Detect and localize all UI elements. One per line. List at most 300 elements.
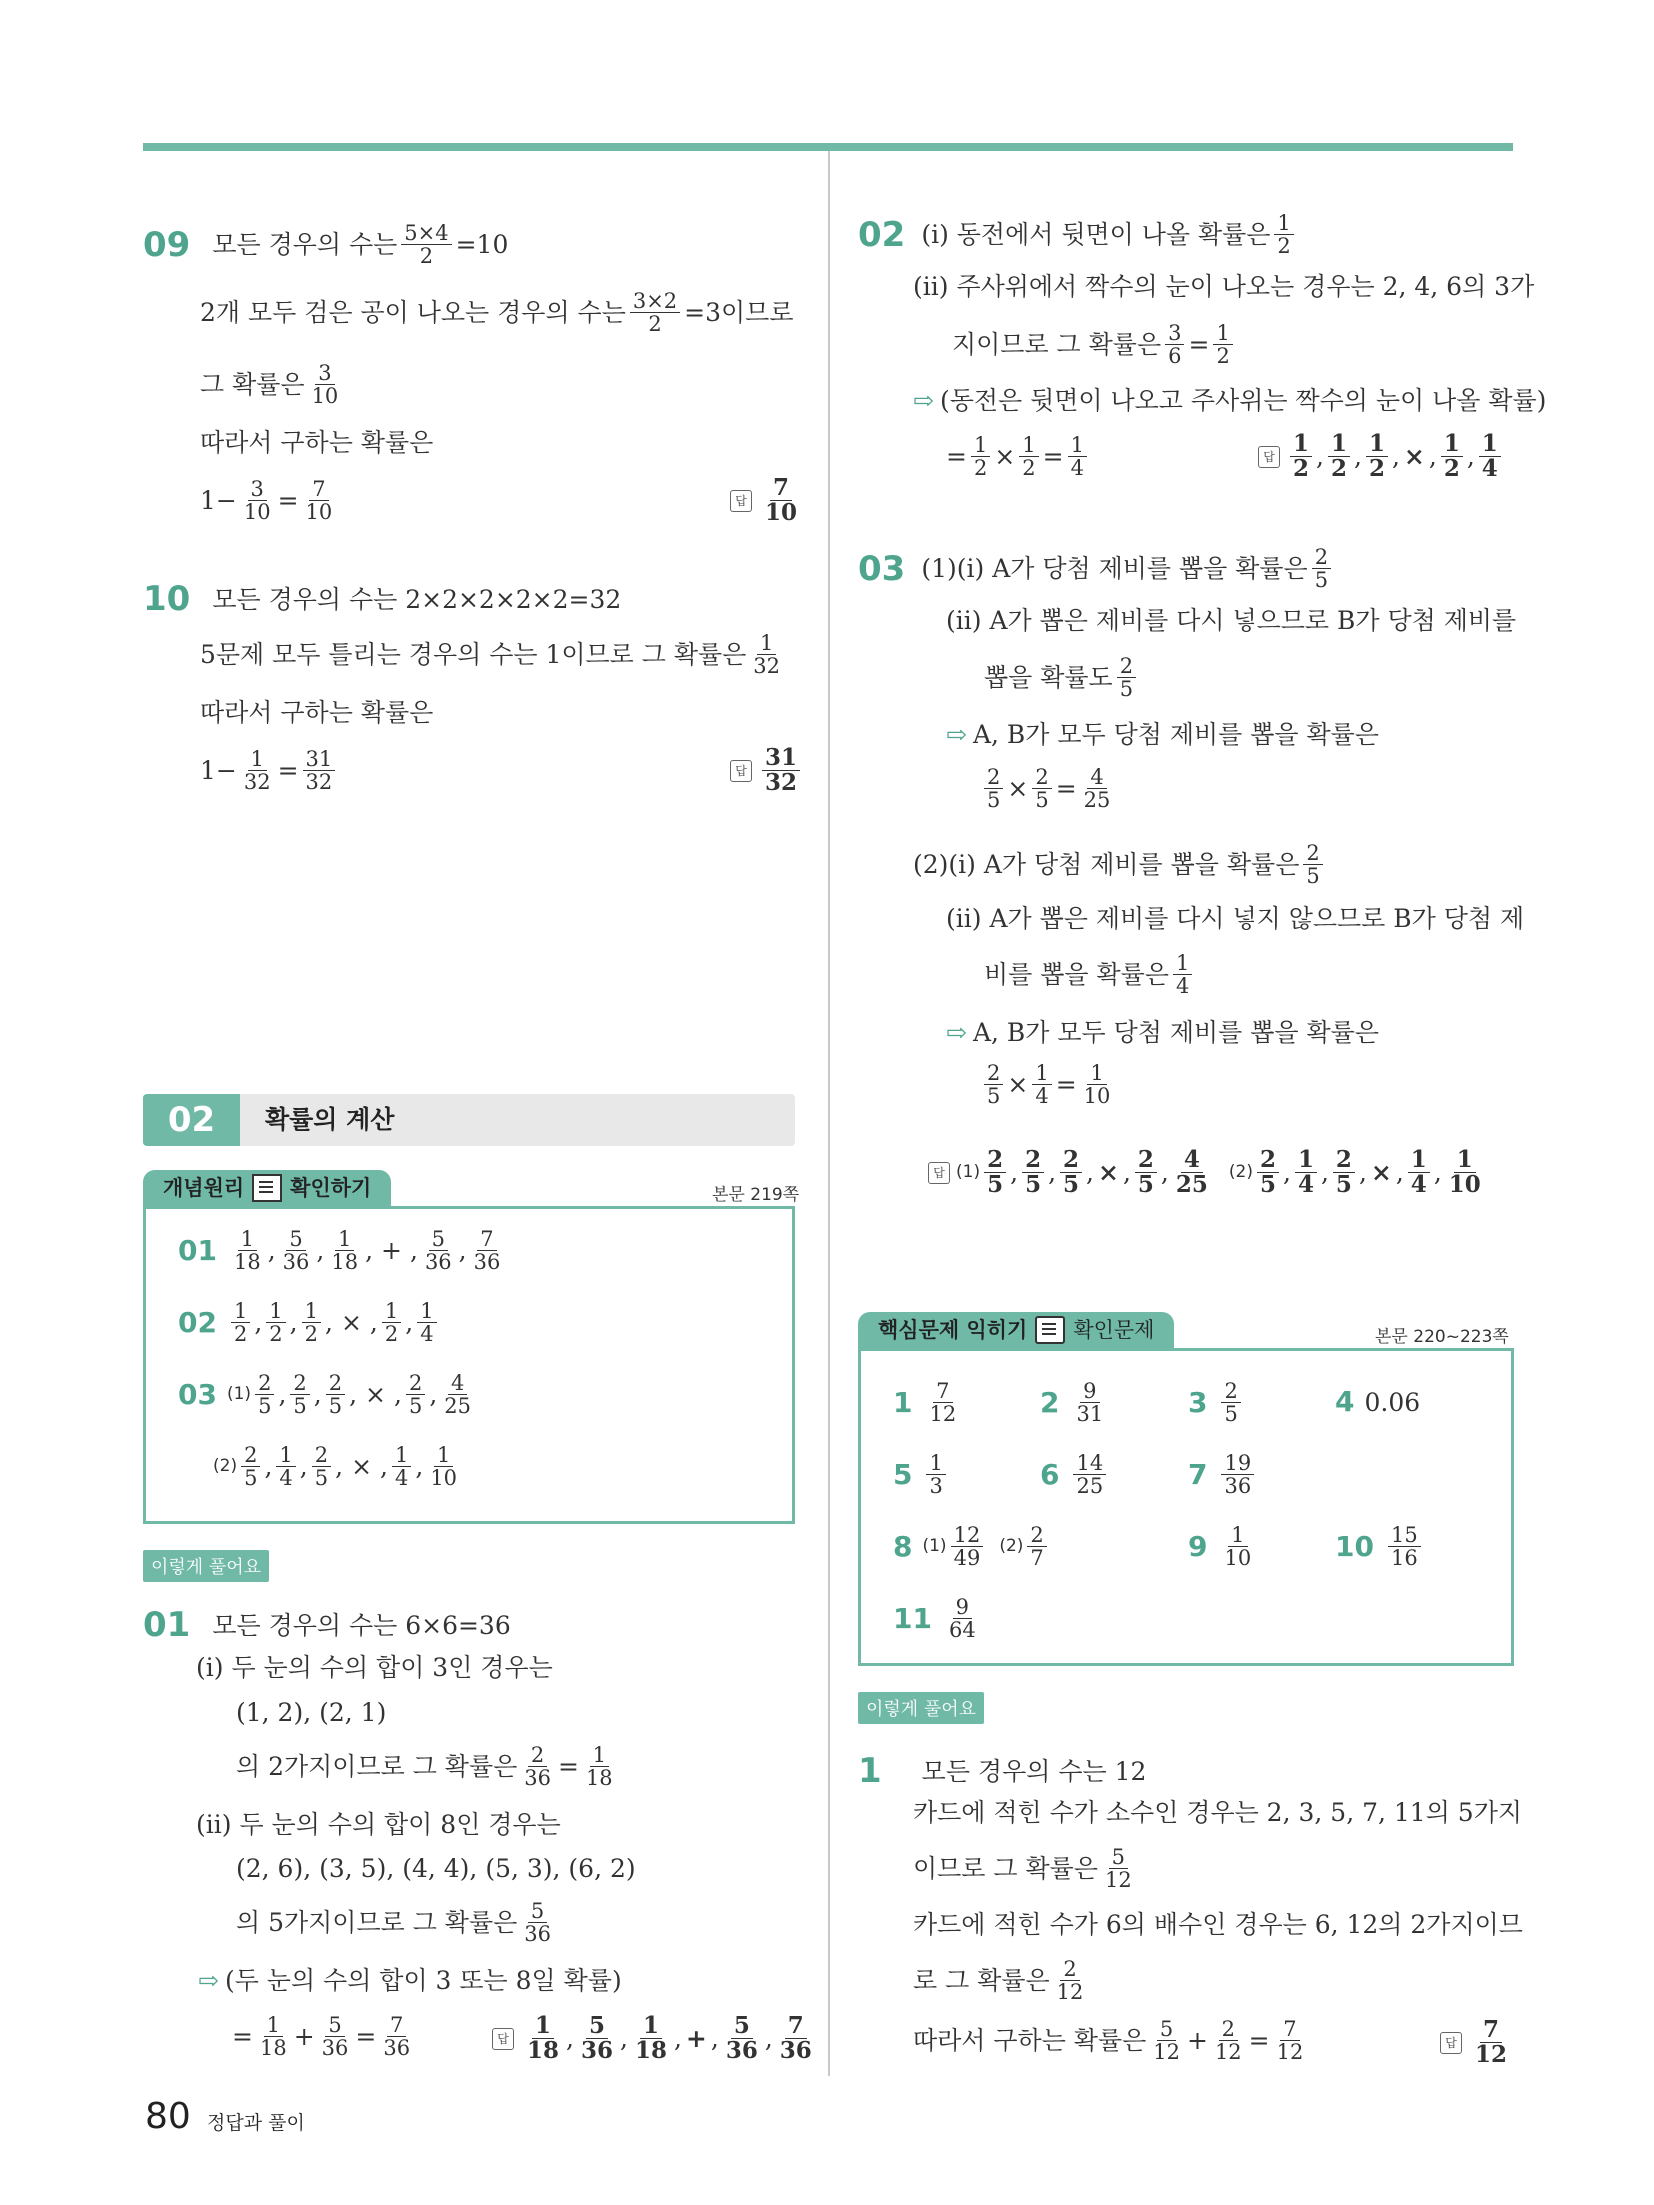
numerator: 7 xyxy=(1480,2018,1502,2043)
solution-1-line5 xyxy=(913,1958,1090,2003)
numerator: 12 xyxy=(951,1524,984,1547)
text: 로 그 확률은 xyxy=(913,1966,1050,1996)
numerator: 5×4 xyxy=(401,222,451,245)
fraction xyxy=(1257,1148,1279,1197)
problem-number: 1 xyxy=(858,1751,882,1791)
answer-number: 9 xyxy=(1188,1529,1208,1563)
numerator: 1 xyxy=(926,1452,945,1475)
numerator: 2 xyxy=(326,1372,345,1395)
core-answer-2 xyxy=(1040,1380,1110,1425)
core-answer-11 xyxy=(893,1596,983,1641)
numerator: 5 xyxy=(528,1900,547,1923)
denominator: 12 xyxy=(1056,1980,1084,2005)
denominator: 32 xyxy=(753,654,781,679)
fraction xyxy=(441,1372,474,1417)
core-answer-6 xyxy=(1040,1452,1110,1497)
numerator: 2 xyxy=(1219,2018,1238,2041)
denominator: 31 xyxy=(1076,1402,1104,1427)
numerator: 1 xyxy=(1274,212,1293,235)
denominator: 36 xyxy=(725,2037,758,2065)
denominator: 25 xyxy=(1175,1171,1208,1199)
numerator: 1 xyxy=(1328,432,1350,457)
denominator: 5 xyxy=(1224,1402,1238,1427)
fraction xyxy=(1366,432,1388,481)
core-answer-8 xyxy=(893,1524,1051,1569)
solution-03-line10 xyxy=(980,1062,1117,1107)
denominator: 5 xyxy=(1035,788,1049,813)
text: = xyxy=(1042,442,1064,472)
operator: × xyxy=(365,1380,386,1410)
denominator: 2 xyxy=(1368,455,1385,483)
fraction xyxy=(750,632,783,677)
denominator: 10 xyxy=(243,500,271,525)
denominator: 16 xyxy=(1390,1546,1418,1571)
fraction xyxy=(1022,1148,1044,1197)
denominator: 32 xyxy=(765,769,798,797)
denominator: 12 xyxy=(1153,2040,1180,2065)
operator: + xyxy=(381,1236,402,1266)
core-tab xyxy=(858,1312,1174,1348)
solution-02-line4 xyxy=(913,388,1546,413)
concept-tab xyxy=(143,1170,391,1206)
denominator: 18 xyxy=(233,1250,261,1275)
text: 따라서 구하는 확률은 xyxy=(200,698,434,727)
fraction xyxy=(632,2014,670,2063)
fraction xyxy=(417,1300,436,1345)
denominator: 18 xyxy=(634,2037,667,2065)
text: =3이므로 xyxy=(684,298,794,328)
solution-1-line3 xyxy=(913,1846,1139,1891)
answer-number: 11 xyxy=(893,1601,932,1635)
problem-09-line3 xyxy=(200,362,345,407)
numerator: 2 xyxy=(406,1372,425,1395)
denominator: 2 xyxy=(648,312,662,337)
page-ref: 본문 219쪽 xyxy=(712,1185,800,1205)
denominator: 4 xyxy=(394,1466,409,1491)
numerator: 1 xyxy=(335,1228,354,1251)
denominator: 5 xyxy=(1025,1171,1042,1199)
numerator: 19 xyxy=(1221,1452,1254,1475)
numerator: 5 xyxy=(1157,2018,1176,2041)
denominator: 2 xyxy=(304,1322,318,1347)
denominator: 6 xyxy=(1168,344,1182,369)
text: 모든 경우의 수는 xyxy=(212,230,398,260)
text: A, B가 모두 당첨 제비를 뽑을 확률은 xyxy=(972,720,1379,749)
fraction xyxy=(1173,952,1192,997)
denominator: 3 xyxy=(929,1474,943,1499)
numerator: 1 xyxy=(1366,432,1388,457)
denominator: 2 xyxy=(1277,234,1291,259)
text: + xyxy=(1186,2026,1208,2056)
numerator: 4 xyxy=(1181,1148,1203,1173)
numerator: 7 xyxy=(387,2014,406,2037)
denominator: 2 xyxy=(1443,455,1460,483)
core-answer-10 xyxy=(1335,1524,1425,1569)
text: 카드에 적힌 수가 소수인 경우는 2, 3, 5, 7, 11의 5가지 xyxy=(913,1798,1522,1827)
denominator: 49 xyxy=(953,1546,981,1571)
denominator: 4 xyxy=(1070,456,1084,481)
denominator: 18 xyxy=(331,1250,359,1275)
denominator: 4 xyxy=(420,1322,434,1347)
answer-number: 8 xyxy=(893,1529,913,1563)
fraction xyxy=(1032,1062,1051,1107)
numerator: 2 xyxy=(1303,842,1322,865)
fraction xyxy=(762,746,800,795)
fraction xyxy=(524,2014,562,2063)
numerator: 9 xyxy=(1080,1380,1099,1403)
operator: × xyxy=(340,1308,362,1338)
numerator: 2 xyxy=(528,1744,547,1767)
denominator: 36 xyxy=(524,1766,551,1791)
denominator: 25 xyxy=(1083,788,1111,813)
fraction xyxy=(1408,1148,1430,1197)
denominator: 5 xyxy=(328,1394,343,1419)
operator: × xyxy=(351,1452,373,1482)
text: 모든 경우의 수는 6×6=36 xyxy=(212,1610,511,1640)
fraction xyxy=(1446,1148,1484,1197)
numerator: 4 xyxy=(1087,766,1106,789)
fraction xyxy=(231,1300,250,1345)
denominator: 25 xyxy=(444,1394,472,1419)
denominator: 5 xyxy=(258,1394,272,1419)
solution-01-line6 xyxy=(236,1856,636,1881)
text: (ⅱ) A가 뽑은 제비를 다시 넣지 않으므로 B가 당첨 제 xyxy=(946,904,1525,933)
solution-02-line2 xyxy=(913,274,1534,299)
sub-label: (2) xyxy=(213,1456,238,1477)
numerator: 2 xyxy=(290,1372,309,1395)
solution-02-answer: 답 $\frac{1}{2}$ , $\frac{1}{2}$ , $\frac{1}{2}$ , × , $\frac{1}{2}$ , $\frac{1}{4}$ xyxy=(1258,432,1505,481)
text: 의 5가지이므로 그 확률은 xyxy=(236,1908,518,1938)
fraction xyxy=(1019,434,1038,479)
core-answer-7 xyxy=(1188,1452,1258,1497)
fraction xyxy=(1472,2018,1510,2067)
numerator: 1 xyxy=(276,1444,295,1467)
operator: × xyxy=(1370,1158,1392,1188)
denominator: 7 xyxy=(1030,1546,1044,1571)
denominator: 5 xyxy=(244,1466,258,1491)
fraction xyxy=(255,1372,274,1417)
numerator: 1 xyxy=(1408,1148,1430,1173)
numerator: 2 xyxy=(1221,1380,1240,1403)
numerator: 7 xyxy=(477,1228,496,1251)
fraction xyxy=(578,2014,616,2063)
numerator: 2 xyxy=(255,1372,274,1395)
numerator: 1 xyxy=(971,434,990,457)
fraction xyxy=(1333,1148,1355,1197)
sub-label: (1) xyxy=(226,1384,252,1405)
solution-1-line6 xyxy=(913,2018,1310,2063)
numerator: 14 xyxy=(1073,1452,1106,1475)
answer-number: 02 xyxy=(178,1305,217,1339)
fraction xyxy=(951,1524,984,1569)
denominator: 4 xyxy=(1410,1171,1427,1199)
section-title: 확률의 계산 xyxy=(265,1105,395,1134)
text: 2개 모두 검은 공이 나오는 경우의 수는 xyxy=(200,298,626,328)
numerator: 1 xyxy=(1032,1062,1051,1085)
denominator: 4 xyxy=(279,1466,293,1491)
fraction xyxy=(1054,1958,1087,2003)
numerator: 2 xyxy=(1027,1524,1046,1547)
fraction xyxy=(777,2014,815,2063)
text: A, B가 모두 당첨 제비를 뽑을 확률은 xyxy=(972,1018,1379,1047)
fraction xyxy=(266,1300,285,1345)
denominator: 2 xyxy=(269,1322,283,1347)
fraction xyxy=(309,362,342,407)
problem-09-line1 xyxy=(143,222,508,267)
fraction xyxy=(1303,842,1322,887)
fraction xyxy=(1117,655,1136,700)
solution-01-line3 xyxy=(236,1700,386,1725)
numerator: 1 xyxy=(640,2014,662,2039)
fraction xyxy=(241,748,274,793)
answer-number: 7 xyxy=(1188,1457,1208,1491)
denominator: 18 xyxy=(259,2036,287,2061)
solution-01-line4 xyxy=(236,1744,620,1789)
denominator: 5 xyxy=(1314,568,1329,593)
denominator: 10 xyxy=(430,1466,458,1491)
fraction xyxy=(984,1148,1006,1197)
solution-01-answer: 답 $\frac{1}{18}$ , $\frac{5}{36}$ , $\frac{1}{18}$ , + , $\frac{5}{36}$ , $\frac{7}{36}$ xyxy=(492,2014,819,2063)
answer-value: 0.06 xyxy=(1364,1387,1421,1417)
denominator: 5 xyxy=(987,1084,1001,1109)
fraction xyxy=(241,478,274,523)
fraction xyxy=(1221,1524,1254,1569)
fraction xyxy=(382,1300,401,1345)
solution-1-line1 xyxy=(858,1751,1147,1791)
fraction xyxy=(1213,322,1232,367)
denominator: 4 xyxy=(1035,1084,1049,1109)
numerator: 1 xyxy=(382,1300,401,1323)
numerator: 4 xyxy=(448,1372,467,1395)
denominator: 2 xyxy=(384,1322,399,1347)
text: (두 눈의 수의 합이 3 또는 8일 확률) xyxy=(224,1966,622,1995)
text: (1)(ⅰ) A가 당첨 제비를 뽑을 확률은 xyxy=(921,554,1308,584)
answer-number: 3 xyxy=(1188,1385,1208,1419)
numerator: 2 xyxy=(1032,766,1051,789)
fraction xyxy=(1212,2018,1245,2063)
denominator: 10 xyxy=(1448,1171,1481,1199)
denominator: 25 xyxy=(1076,1474,1104,1499)
denominator: 4 xyxy=(1297,1171,1314,1199)
arrow-right-icon: ⇨ xyxy=(946,720,967,749)
text: (ⅱ) 두 눈의 수의 합이 8인 경우는 xyxy=(196,1810,561,1839)
arrow-right-icon: ⇨ xyxy=(913,386,934,415)
answer-icon: 답 xyxy=(730,760,752,782)
answer-icon: 답 xyxy=(928,1162,950,1184)
text: 카드에 적힌 수가 6의 배수인 경우는 6, 12의 2가지이므 xyxy=(913,1910,1523,1939)
text: (1, 2), (2, 1) xyxy=(236,1698,387,1727)
fraction xyxy=(326,1372,345,1417)
fraction xyxy=(521,1744,554,1789)
text: (ⅰ) 동전에서 뒷면이 나올 확률은 xyxy=(921,220,1271,250)
numerator: 3×2 xyxy=(630,290,680,313)
answer-number: 1 xyxy=(893,1385,913,1419)
fraction xyxy=(946,1596,979,1641)
page-ref: 본문 220~223쪽 xyxy=(1375,1327,1509,1347)
concept-answer-01: 01 $\frac{1}{18}$ , $\frac{5}{36}$ , $\frac{1}{18}$ , + , $\frac{5}{36}$ , $\frac{7}{36}$ xyxy=(178,1228,507,1273)
text: 5문제 모두 틀리는 경우의 수는 1이므로 그 확률은 xyxy=(200,640,747,670)
numerator: 1 xyxy=(434,1444,453,1467)
numerator: 2 xyxy=(1060,1958,1079,1981)
denominator: 10 xyxy=(311,384,339,409)
numerator: 1 xyxy=(1228,1524,1247,1547)
denominator: 12 xyxy=(929,1402,957,1427)
denominator: 2 xyxy=(973,456,988,481)
answer-number: 5 xyxy=(893,1457,913,1491)
solution-03-line7 xyxy=(946,906,1524,931)
numerator: 2 xyxy=(1333,1148,1355,1173)
text: 뽑을 확률도 xyxy=(984,663,1113,693)
denominator: 5 xyxy=(314,1466,329,1491)
solution-02-line5 xyxy=(946,434,1091,479)
text: 1− xyxy=(200,486,237,516)
top-rule xyxy=(143,143,1513,151)
numerator: 5 xyxy=(1109,1846,1128,1869)
answer-number: 6 xyxy=(1040,1457,1060,1491)
fraction xyxy=(984,1062,1003,1107)
denominator: 2 xyxy=(419,244,434,269)
numerator: 1 xyxy=(392,1444,411,1467)
problem-10-answer xyxy=(730,746,804,795)
denominator: 10 xyxy=(1083,1084,1111,1109)
solution-1-line2 xyxy=(913,1800,1522,1825)
problem-09-line2 xyxy=(200,290,793,335)
denominator: 5 xyxy=(293,1394,307,1419)
text: (ⅱ) 주사위에서 짝수의 눈이 나오는 경우는 2, 4, 6의 3가 xyxy=(913,272,1535,301)
denominator: 10 xyxy=(305,500,333,525)
fraction xyxy=(723,2014,761,2063)
solution-label: 이렇게 풀어요 xyxy=(143,1550,269,1582)
numerator: 9 xyxy=(953,1596,972,1619)
problem-10-line3 xyxy=(200,700,433,725)
fraction xyxy=(231,1228,264,1273)
fraction xyxy=(276,1444,295,1489)
denominator: 36 xyxy=(282,1250,310,1275)
denominator: 36 xyxy=(424,1250,452,1275)
solution-01-line2 xyxy=(196,1655,553,1680)
answer-number: 2 xyxy=(1040,1385,1060,1419)
sub-label: (1) xyxy=(922,1536,947,1557)
solution-label: 이렇게 풀어요 xyxy=(858,1692,984,1724)
tab-label: 개념원리 xyxy=(163,1176,245,1200)
numerator: 3 xyxy=(1165,322,1184,345)
denominator: 5 xyxy=(1137,1171,1154,1199)
solution-03-line9 xyxy=(946,1020,1379,1045)
text: = xyxy=(1248,2026,1270,2056)
text: = xyxy=(355,2022,377,2052)
numerator: 1 xyxy=(417,1300,436,1323)
numerator: 1 xyxy=(590,1744,609,1767)
fraction xyxy=(392,1444,411,1489)
denominator: 2 xyxy=(1330,455,1347,483)
denominator: 2 xyxy=(1293,455,1310,483)
fraction xyxy=(926,1452,945,1497)
problem-number: 10 xyxy=(143,579,191,619)
numerator: 31 xyxy=(762,746,800,771)
numerator: 1 xyxy=(1454,1148,1476,1173)
denominator: 36 xyxy=(524,1922,551,1947)
fraction xyxy=(762,476,800,525)
text: 모든 경우의 수는 2×2×2×2×2=32 xyxy=(212,584,622,614)
text: 1− xyxy=(200,756,237,786)
solution-01-line5 xyxy=(196,1812,561,1837)
numerator: 1 xyxy=(248,748,267,771)
denominator: 5 xyxy=(1063,1171,1080,1199)
denominator: 10 xyxy=(1224,1546,1252,1571)
text: 지이므로 그 확률은 xyxy=(952,330,1162,360)
numerator: 7 xyxy=(309,478,328,501)
denominator: 2 xyxy=(233,1322,248,1347)
fraction xyxy=(427,1444,460,1489)
fraction xyxy=(1328,432,1350,481)
denominator: 4 xyxy=(1175,974,1190,999)
denominator: 12 xyxy=(1475,2041,1508,2069)
operator: × xyxy=(1098,1158,1119,1188)
numerator: 1 xyxy=(1213,322,1232,345)
fraction xyxy=(319,2014,352,2059)
fraction xyxy=(1274,2018,1307,2063)
problem-09-answer xyxy=(730,476,804,525)
problem-10-line2 xyxy=(200,632,787,677)
numerator: 1 xyxy=(1290,432,1312,457)
denominator: 36 xyxy=(321,2036,349,2061)
solution-02-line3 xyxy=(952,322,1237,367)
text: 의 2가지이므로 그 확률은 xyxy=(236,1752,518,1782)
text: = xyxy=(946,442,967,472)
numerator: 1 xyxy=(1068,434,1087,457)
denominator: 12 xyxy=(1104,1868,1132,1893)
problem-number: 02 xyxy=(858,214,906,255)
fraction xyxy=(1102,1846,1135,1891)
numerator: 7 xyxy=(770,476,792,501)
problem-number: 09 xyxy=(143,224,191,265)
footer-title: 정답과 풀이 xyxy=(207,2112,305,2134)
fraction xyxy=(257,2014,290,2059)
note-icon xyxy=(252,1174,282,1202)
solution-03-line5 xyxy=(980,766,1117,811)
text: × xyxy=(994,442,1016,472)
fraction xyxy=(1165,322,1184,367)
sub-label: (1) xyxy=(956,1162,981,1183)
fraction xyxy=(583,1744,616,1789)
text: 따라서 구하는 확률은 xyxy=(200,428,434,457)
answer-icon: 답 xyxy=(1440,2032,1462,2054)
numerator: 5 xyxy=(429,1228,448,1251)
fraction xyxy=(471,1228,504,1273)
numerator: 2 xyxy=(984,1148,1006,1173)
denominator: 5 xyxy=(1259,1171,1276,1199)
text: = xyxy=(277,486,299,516)
concept-answer-03-1: 03 (1) $\frac{2}{5}$ , $\frac{2}{5}$ , $\frac{2}{5}$ , × , $\frac{2}{5}$ , $\frac{4}{25}$ xyxy=(178,1372,478,1417)
denominator: 5 xyxy=(408,1394,423,1419)
solution-03-line8 xyxy=(984,952,1196,997)
fraction xyxy=(290,1372,309,1417)
numerator: 2 xyxy=(984,766,1003,789)
numerator: 5 xyxy=(286,1228,305,1251)
tab-label: 확인문제 xyxy=(1073,1318,1155,1342)
numerator: 2 xyxy=(241,1444,260,1467)
arrow-right-icon: ⇨ xyxy=(198,1966,219,1995)
pencil-icon xyxy=(1035,1316,1065,1344)
section-number: 02 xyxy=(143,1094,240,1146)
solution-01-line7 xyxy=(236,1900,558,1945)
denominator: 4 xyxy=(1481,455,1498,483)
core-answer-4 xyxy=(1335,1385,1421,1418)
denominator: 18 xyxy=(527,2037,560,2065)
denominator: 2 xyxy=(1216,344,1230,369)
problem-09-line5 xyxy=(200,478,339,523)
fraction xyxy=(1073,1380,1106,1425)
